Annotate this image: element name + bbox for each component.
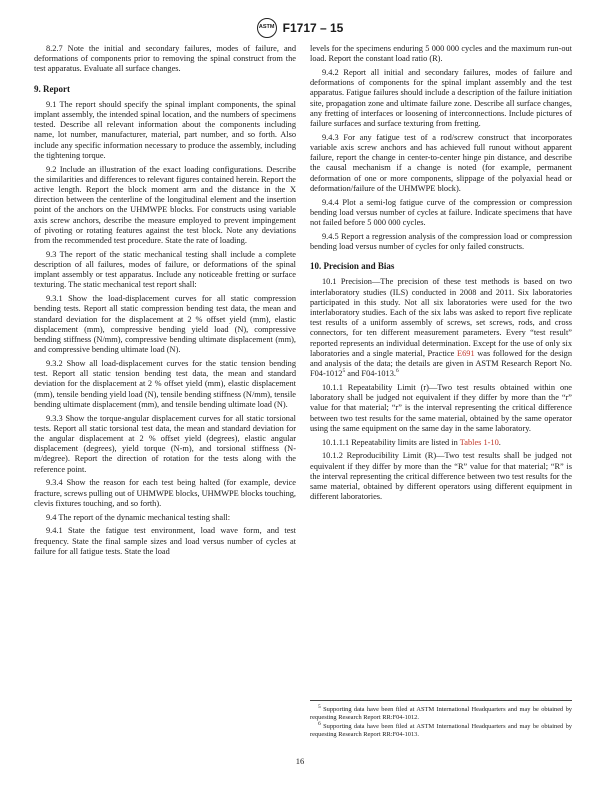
paragraph-9-4: 9.4 The report of the dynamic mechanical testing shall:	[46, 512, 231, 522]
paragraph-10-1-1-1: 10.1.1.1 Repeatability limits are listed in Tables 1-10.	[322, 437, 501, 447]
paragraph-9-3-3: 9.3.3 Show the torque-angular displacement curves for all static torsional tests. Report all static torsional test data, the mean and standard deviation for the angular displacement at 2 % offset yield (degrees), elastic angular displacement (degrees), yield torque (N-m), and torsional stiffness (N-m/degree). Report the direction of rotation for the tests along with the reference point.	[34, 413, 296, 474]
section-9-heading: 9. Report	[34, 83, 70, 94]
section-10-heading: 10. Precision and Bias	[310, 261, 395, 272]
footnote-6: $^6$ Supporting data have been filed at ASTM International Headquarters and may be obtained by requesting Research Report RR:F04-1013.	[310, 720, 572, 738]
paragraph-9-3: 9.3 The report of the static mechanical testing shall include a complete description of all failures, modes of failure, or deformations of the spinal implant assembly or test apparatus. Include any noticeable fretting or surface texturing. The static mechanical test report shall:	[34, 249, 296, 290]
paragraph-10-1-2: 10.1.2 Reproducibility Limit (R)—Two test results shall be judged not equivalent if they differ by more than the “R” value for that material; “R” is the interval representing the critical difference between two test results for the same material, obtained by different operators using different equipment in different laboratories.	[310, 451, 572, 502]
tables-link[interactable]: Tables 1-10	[459, 437, 499, 447]
paragraph-10-1: 10.1 Precision—The precision of these test methods is based on two interlaboratory studies (ILS) conducted in 2008 and 2011. Six laboratories participated in this study. Not all six laboratories were used for the two interlaboratory studies. Each of the six labs was asked to report five replicate test results of a uniform assembly of screws, set screws, rods, and cross connectors, for ten different measurement parameters. Every “test result” reported represents an individual determination. Except for the use of only six laboratories and a single material, Practice E691 was followed for the design and analysis of the data; the details are given in ASTM Research Report No. F04-1012$^5$ and F04-1013.$^6$	[310, 277, 572, 379]
paragraph-9-1: 9.1 The report should specify the spinal implant components, the spinal implant assembly, the intended spinal location, and the numbers of specimens tested. Describe all relevant information about the components including name, lot number, manufacturer, material, part number, and so forth. Also include any specific information necessary to produce the assembly, including the tightening torque.	[34, 99, 296, 160]
footnote-ref-5: 5	[342, 368, 346, 375]
footnotes	[310, 700, 572, 740]
astm-logo-icon: ASTM	[257, 18, 277, 38]
paragraph-9-4-3: 9.4.3 For any fatigue test of a rod/screw construct that incorporates variable axis screw anchors and has achieved full runout without apparent failure, report the change in center-to-center hinge pin distance, and describe the causal mechanism if a change is noted (for example, permanent deformation of one or more components, slippage of the polyaxial head or deformation/failure of the UHMWPE block).	[310, 132, 572, 193]
document-id: F1717 – 15	[282, 21, 344, 35]
paragraph-9-2: 9.2 Include an illustration of the exact loading configurations. Describe the similarities and differences to relevant figures contained herein. Report the active length. Report the block moment arm and the distance in the X direction between the centerline of the longitudinal element and the insertion point of the anchors on the UHMWPE blocks. For constructs using variable axis screw anchors, describe the measure employed to prevent impingement of pivoting or rotating features against the test block. Note any deviations from the recommended test procedure. State the rate of loading.	[34, 164, 296, 246]
paragraph-10-1-1: 10.1.1 Repeatability Limit (r)—Two test results obtained within one laboratory shall be judged not equivalent if they differ by more than the “r” value for that material; “r” is the interval representing the critical difference between two test results for the same material, obtained by the same operator using the same equipment on the same day in the same laboratory.	[310, 383, 572, 433]
paragraph-9-3-1: 9.3.1 Show the load-displacement curves for all static compression bending tests. Report all static compression bending test data, the mean and standard deviation for the displacement at 2 % offset yield (mm), elastic displacement (mm), compressive bending yield load (N), compressive bending stiffness (N/mm), compressive bending ultimate displacement (mm), and compressive bending ultimate load (N).	[34, 294, 296, 355]
footnote-5: $^5$ Supporting data have been filed at ASTM International Headquarters and may be obtained by requesting Research Report RR:F04-1012.	[310, 703, 572, 721]
paragraph-continued: levels for the specimens enduring 5 000 000 cycles and the maximum run-out load. Report the constant load ratio (R).	[310, 44, 572, 64]
right-column	[310, 44, 572, 506]
paragraph-9-4-2: 9.4.2 Report all initial and secondary failures, modes of failure and deformations of components for the spinal implant assembly and the test apparatus. Fatigue failures should include a description of the failure initiation site, propagation zone and ultimate failure zone. Describe all surface changes, any fretting of interfaces or loosening of interconnections. Include pictures of failure surfaces and surface texturing from fretting.	[310, 68, 572, 129]
paragraph-9-4-4: 9.4.4 Plot a semi-log fatigue curve of the compression or compression bending load versus number of cycles at failure. Indicate specimens that have not failed before 5 000 000 cycles.	[310, 197, 572, 228]
paragraph-8-2-7: 8.2.7 Note the initial and secondary failures, modes of failure, and deformations of components prior to removing the spinal construct from the test apparatus. Evaluate all surface changes.	[34, 44, 296, 74]
paragraph-9-3-4: 9.3.4 Show the reason for each test being halted (for example, device fracture, screws pulling out of UHMWPE blocks, UHMWPE blocks touching, clevis fixtures touching, and so forth).	[34, 478, 296, 508]
paragraph-9-3-2: 9.3.2 Show all load-displacement curves for the static tension bending test. Report all static tension bending test data, the mean and standard deviation for the displacement at 2 % offset yield (mm), elastic displacement (mm), tensile bending yield load (N), tensile bending stiffness (N/mm), tensile bending ultimate displacement (mm), and tensile bending ultimate load (N).	[34, 359, 296, 409]
page-number: 16	[295, 756, 305, 766]
paragraph-9-4-1: 9.4.1 State the fatigue test environment, load wave form, and test frequency. State the final sample sizes and load versus number of cycles at failure for all fatigue tests. State the load	[34, 526, 296, 556]
practice-e691-link[interactable]: E691	[457, 348, 475, 358]
page-header	[0, 18, 600, 38]
footnote-ref-6: 6	[395, 368, 399, 375]
left-column	[34, 44, 296, 561]
paragraph-9-4-5: 9.4.5 Report a regression analysis of the compression load or compression bending load versus number of cycles for only failed constructs.	[310, 231, 572, 252]
